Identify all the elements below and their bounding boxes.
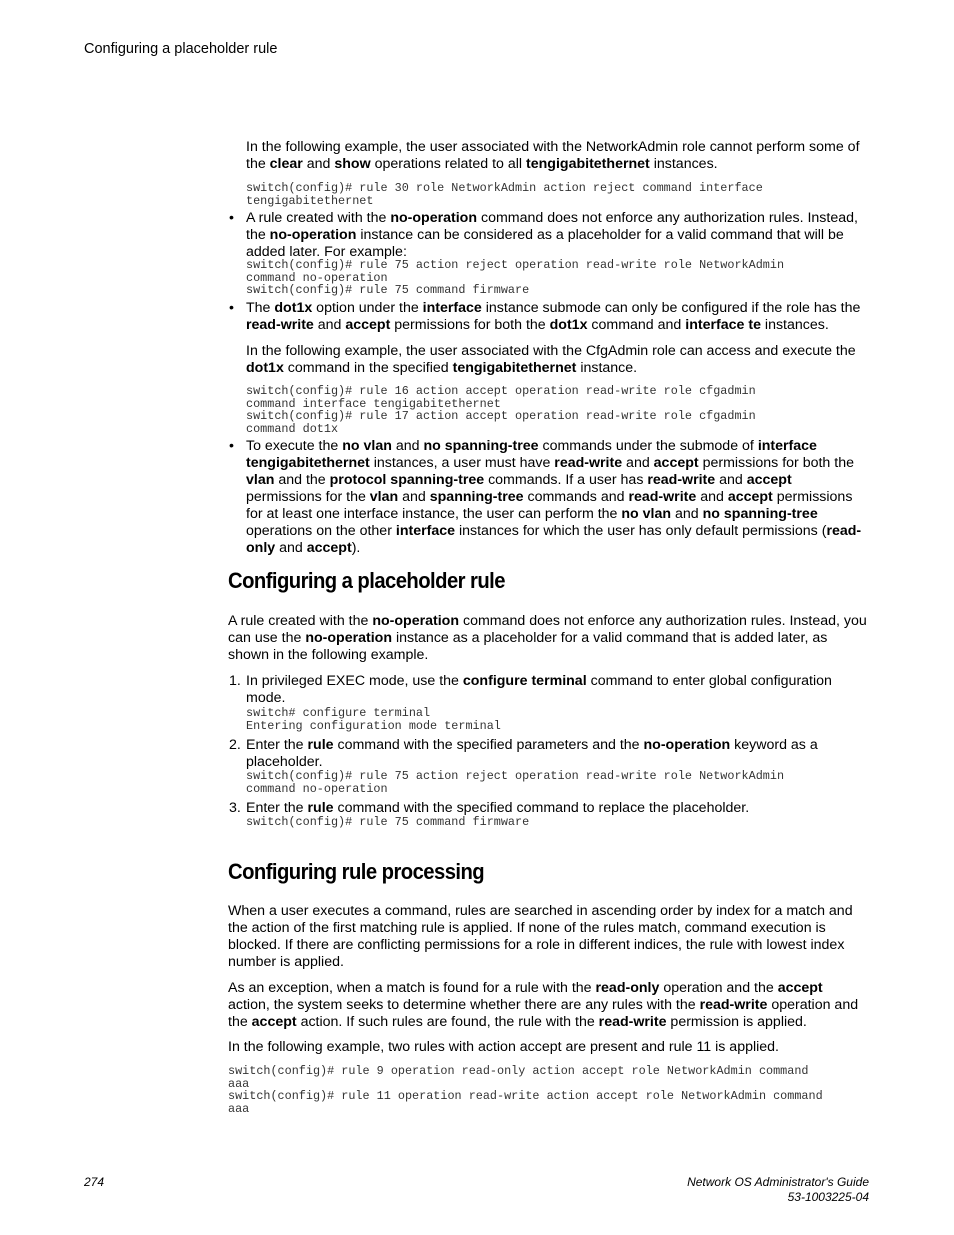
bullet-marker: • <box>229 438 234 454</box>
section2-paragraph-2 <box>228 980 868 1031</box>
text: and <box>302 156 335 172</box>
keyword: tengigabitethernet <box>526 156 650 172</box>
text: action. If such rules are found, the rule with the <box>296 1014 599 1030</box>
section2-paragraph-1: When a user executes a command, rules are searched in ascending order by index for a match and the action of the first matching rule is applied. If none of the rules match, command execution is blocked. If there are conflicting permissions for a role in different indices, the rule with lowest index number is applied. <box>228 903 853 970</box>
text: instances for which the user has only default permissions ( <box>455 523 827 539</box>
step-number: 1. <box>229 673 241 689</box>
bullet-marker: • <box>229 210 234 226</box>
text: instance as a placeholder for a valid command that is added later, as shown in the following example. <box>228 630 828 663</box>
text: and <box>696 489 728 505</box>
keyword: no-operation <box>269 227 357 243</box>
keyword: accept <box>746 472 792 488</box>
section1-intro-paragraph <box>228 613 868 664</box>
text: As an exception, when a match is found for a rule with the <box>228 980 596 996</box>
text: keyword as a placeholder. <box>246 737 818 770</box>
text: instances. <box>760 317 829 333</box>
text: and <box>398 489 430 505</box>
text: permissions for both the <box>390 317 550 333</box>
text: and <box>715 472 747 488</box>
bullet2-paragraph <box>246 300 871 334</box>
text: operations related to all <box>370 156 527 172</box>
keyword: rule <box>307 800 334 816</box>
code-line: switch(config)# rule 75 command firmware <box>246 283 530 297</box>
code-line: command interface tengigabitethernet <box>246 396 501 411</box>
text: Enter the <box>246 737 308 753</box>
text: and the <box>274 472 330 488</box>
keyword: rule <box>307 737 334 753</box>
keyword: read-write <box>628 489 697 505</box>
keyword: interface <box>395 523 456 539</box>
code-line: aaa <box>228 1076 250 1091</box>
text: instances. <box>649 156 718 172</box>
keyword: dot1x <box>549 317 588 333</box>
keyword: dot1x <box>274 300 313 316</box>
code-block-bullet1 <box>246 259 784 297</box>
text: command in the specified <box>283 360 453 376</box>
code-line: switch(config)# rule 16 action accept operation read-write role cfgadmin <box>246 384 756 398</box>
text: permissions for the <box>246 489 370 505</box>
text: commands. If a user has <box>484 472 648 488</box>
code-line: command no-operation <box>246 270 388 285</box>
code-block-intro <box>246 182 763 207</box>
text: In privileged EXEC mode, use the <box>246 673 463 689</box>
keyword: configure terminal <box>462 673 587 689</box>
text: commands and <box>523 489 629 505</box>
running-head: Configuring a placeholder rule <box>84 41 278 57</box>
keyword: spanning-tree <box>429 489 524 505</box>
guide-title: Network OS Administrator's Guide <box>687 1175 869 1189</box>
doc-number: 53-1003225-04 <box>787 1190 869 1204</box>
keyword: accept <box>306 540 352 556</box>
keyword: protocol spanning-tree <box>329 472 485 488</box>
text: command does not enforce any authorization rules. Instead, the <box>246 210 858 243</box>
text: permission is applied. <box>666 1014 807 1030</box>
section-heading-rule-processing: Configuring rule processing <box>228 859 485 884</box>
text: To execute the <box>246 438 343 454</box>
keyword: accept <box>653 455 699 471</box>
code-line: switch(config)# rule 9 operation read-only action accept role NetworkAdmin command <box>228 1064 809 1078</box>
text: and <box>275 540 307 556</box>
text: command with the specified parameters and the <box>333 737 644 753</box>
text: command with the specified command to replace the placeholder. <box>333 800 750 816</box>
keyword: clear <box>269 156 303 172</box>
step-number: 2. <box>229 737 241 753</box>
keyword: read-write <box>246 317 314 333</box>
keyword: tengigabitethernet <box>452 360 577 376</box>
code-block-step3 <box>246 816 529 829</box>
page-number: 274 <box>84 1175 105 1189</box>
keyword: no-operation <box>390 210 478 226</box>
code-line: switch(config)# rule 17 action accept operation read-write role cfgadmin <box>246 409 756 423</box>
text: instance can be considered as a placeholder for a valid command that will be added later. For example: <box>246 227 844 260</box>
text: instance. <box>576 360 638 376</box>
bullet1-paragraph <box>246 210 871 261</box>
step-number: 3. <box>229 800 241 816</box>
code-line: Entering configuration mode terminal <box>246 718 501 733</box>
step2-paragraph <box>246 737 846 771</box>
keyword: dot1x <box>246 360 284 376</box>
code-line: aaa <box>228 1101 250 1116</box>
keyword: vlan <box>369 489 399 505</box>
code-block-bullet2 <box>246 385 756 435</box>
keyword: accept <box>251 1014 297 1030</box>
intro-paragraph <box>246 139 871 173</box>
section-heading-placeholder-rule: Configuring a placeholder rule <box>228 568 505 593</box>
bullet2-example-paragraph <box>246 343 871 377</box>
text: option under the <box>312 300 423 316</box>
text: and <box>671 506 703 522</box>
keyword: no vlan <box>621 506 672 522</box>
keyword: no spanning-tree <box>423 438 539 454</box>
keyword: read-write <box>699 997 768 1013</box>
keyword: show <box>334 156 371 172</box>
code-block-step2 <box>246 770 784 795</box>
text: and <box>391 438 424 454</box>
keyword: no spanning-tree <box>702 506 818 522</box>
text: A rule created with the <box>246 210 391 226</box>
code-block-section2 <box>228 1065 823 1115</box>
text: permissions for both the <box>698 455 854 471</box>
code-line: switch(config)# rule 75 action reject operation read-write role NetworkAdmin <box>246 769 785 783</box>
step1-paragraph <box>246 673 846 707</box>
text: operation and the <box>228 997 859 1030</box>
text: operation and the <box>659 980 778 996</box>
code-block-step1 <box>246 707 501 732</box>
text: ). <box>351 540 361 556</box>
keyword: accept <box>727 489 773 505</box>
keyword: interface te <box>685 317 761 333</box>
text: Enter the <box>246 800 308 816</box>
text: command to enter global configuration mode. <box>246 673 832 706</box>
keyword: no-operation <box>643 737 731 753</box>
text: A rule created with the <box>228 613 373 629</box>
code-line: command dot1x <box>246 421 339 436</box>
text: operations on the other <box>246 523 396 539</box>
code-line: tengigabitethernet <box>246 193 374 208</box>
text: command does not enforce any authorization rules. Instead, you can use the <box>228 613 867 646</box>
bullet-marker: • <box>229 300 234 316</box>
keyword: no-operation <box>305 630 393 646</box>
text: and <box>622 455 654 471</box>
text: In the following example, the user associated with the CfgAdmin role can access and execute the <box>246 343 856 359</box>
text: command and <box>587 317 686 333</box>
code-line: command no-operation <box>246 781 388 796</box>
text: instances, a user must have <box>369 455 555 471</box>
keyword: read-only <box>246 523 862 556</box>
text: The <box>246 300 275 316</box>
bullet3-paragraph <box>246 438 871 557</box>
keyword: read-write <box>647 472 716 488</box>
code-line: switch(config)# rule 75 action reject operation read-write role NetworkAdmin <box>246 258 785 272</box>
keyword: read-write <box>598 1014 667 1030</box>
keyword: interface <box>422 300 482 316</box>
keyword: interface tengigabitethernet <box>246 438 817 471</box>
keyword: accept <box>345 317 391 333</box>
text: commands under the submode of <box>538 438 758 454</box>
code-line: switch(config)# rule 75 command firmware <box>246 815 530 829</box>
text: instance submode can only be configured if the role has the <box>481 300 861 316</box>
keyword: read-only <box>595 980 660 996</box>
code-line: switch(config)# rule 30 role NetworkAdmin action reject command interface <box>246 181 763 195</box>
text: action, the system seeks to determine whether there are any rules with the <box>228 997 700 1013</box>
keyword: no vlan <box>342 438 392 454</box>
footer-doc-info <box>687 1175 869 1205</box>
section2-paragraph-3: In the following example, two rules with action accept are present and rule 11 is applied. <box>228 1039 779 1055</box>
code-line: switch# configure terminal <box>246 706 431 720</box>
text: permissions for at least one interface instance, the user can perform the <box>246 489 853 522</box>
keyword: accept <box>777 980 823 996</box>
text: In the following example, the user associated with the NetworkAdmin role cannot perform some of the <box>246 139 860 172</box>
keyword: read-write <box>554 455 623 471</box>
keyword: vlan <box>246 472 275 488</box>
code-line: switch(config)# rule 11 operation read-write action accept role NetworkAdmin command <box>228 1089 823 1103</box>
text: and <box>313 317 346 333</box>
keyword: no-operation <box>372 613 460 629</box>
